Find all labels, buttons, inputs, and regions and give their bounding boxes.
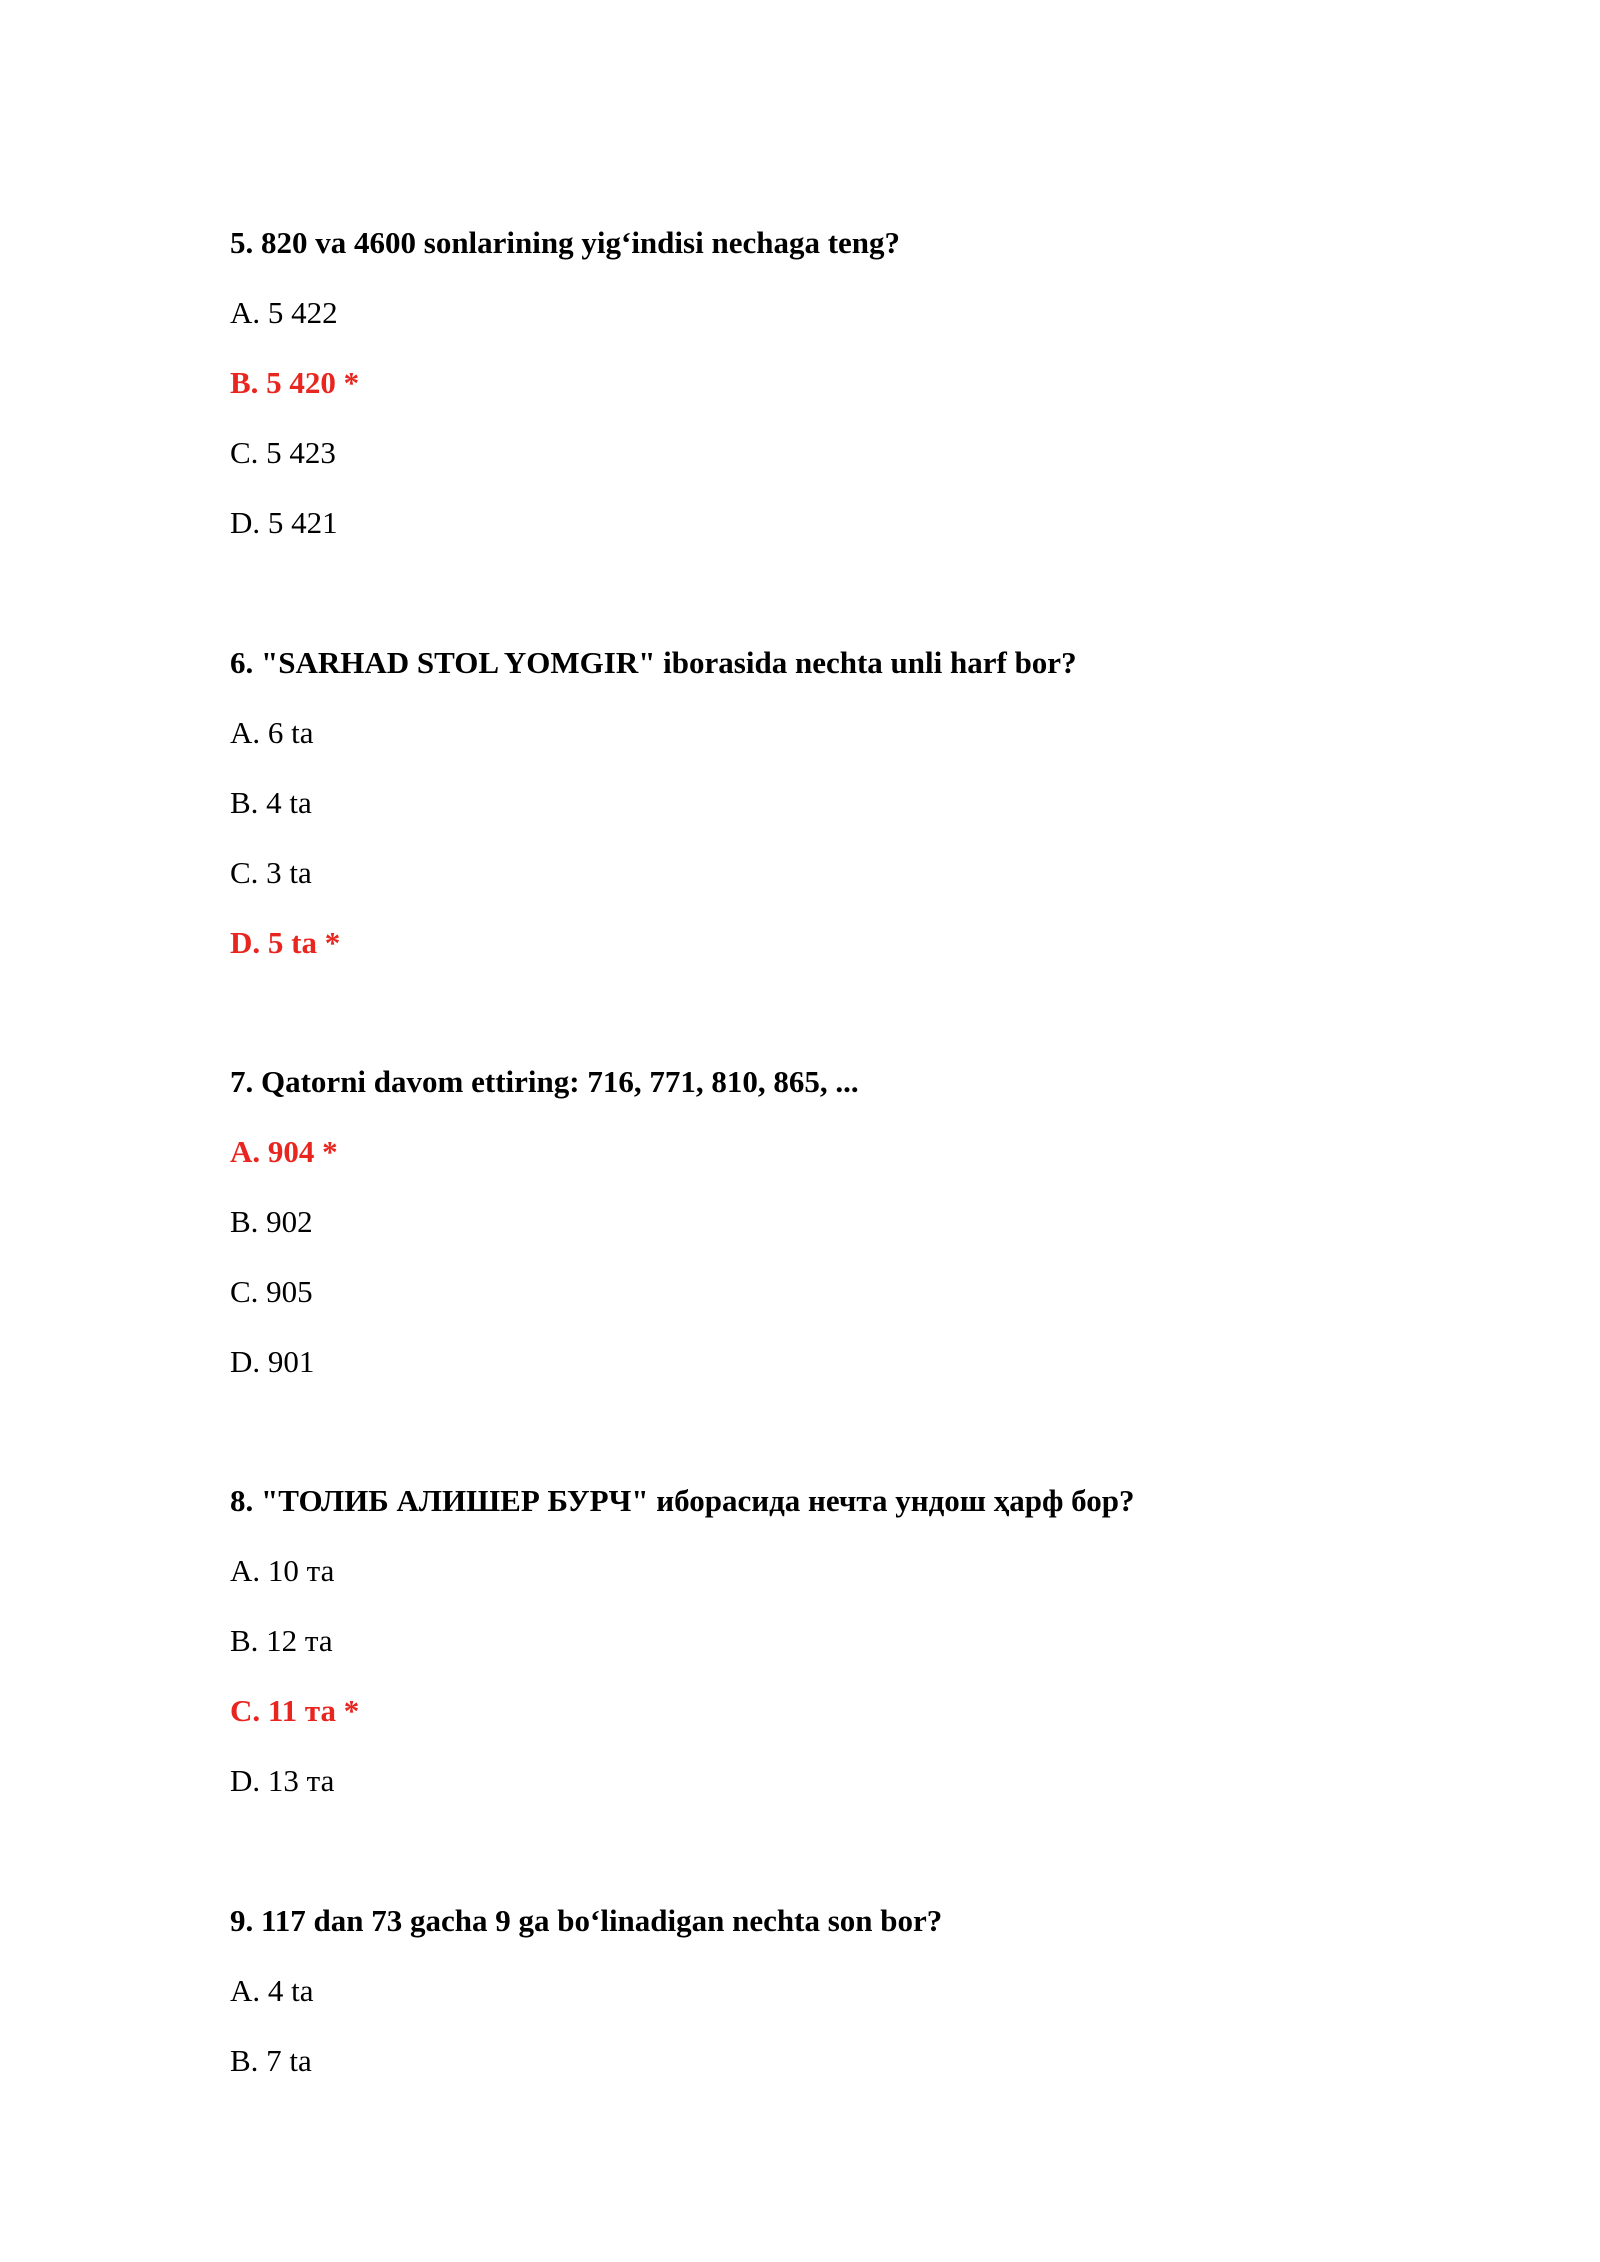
question-9: [230, 1903, 1430, 2079]
question-text: 9. 117 dan 73 gacha 9 ga bo‘linadigan nechta son bor?: [230, 1903, 943, 1938]
answer-option-a-correct: A. 904 *: [230, 1134, 338, 1169]
question-8: [230, 1483, 1430, 1799]
answer-option-a: A. 6 ta: [230, 715, 314, 750]
question-text: 5. 820 va 4600 sonlarining yig‘indisi nechaga teng?: [230, 225, 901, 260]
question-7: [230, 1064, 1430, 1380]
answer-option-a: A. 4 ta: [230, 1973, 314, 2008]
answer-option-c-correct: C. 11 та *: [230, 1693, 360, 1728]
question-text: 8. "ТОЛИБ АЛИШЕР БУРЧ" иборасида нечта ундош ҳарф бор?: [230, 1483, 1135, 1518]
answer-option-c: C. 3 ta: [230, 855, 312, 890]
answer-option-a: A. 5 422: [230, 295, 338, 330]
question-text: 6. "SARHAD STOL YOMGIR" iborasida nechta unli harf bor?: [230, 645, 1077, 680]
answer-option-d: D. 5 421: [230, 505, 338, 540]
answer-option-b-correct: B. 5 420 *: [230, 365, 360, 400]
answer-option-c: C. 5 423: [230, 435, 336, 470]
answer-option-d-correct: D. 5 ta *: [230, 925, 341, 960]
answer-option-b: B. 12 та: [230, 1623, 333, 1658]
answer-option-d: D. 901: [230, 1344, 315, 1379]
question-text: 7. Qatorni davom ettiring: 716, 771, 810, 865, ...: [230, 1064, 859, 1099]
answer-option-b: B. 902: [230, 1204, 313, 1239]
answer-option-b: B. 7 ta: [230, 2043, 312, 2078]
answer-option-d: D. 13 та: [230, 1763, 335, 1798]
answer-option-c: C. 905: [230, 1274, 313, 1309]
answer-option-a: A. 10 та: [230, 1553, 335, 1588]
question-6: [230, 645, 1430, 961]
question-5: [230, 225, 1430, 541]
answer-option-b: B. 4 ta: [230, 785, 312, 820]
